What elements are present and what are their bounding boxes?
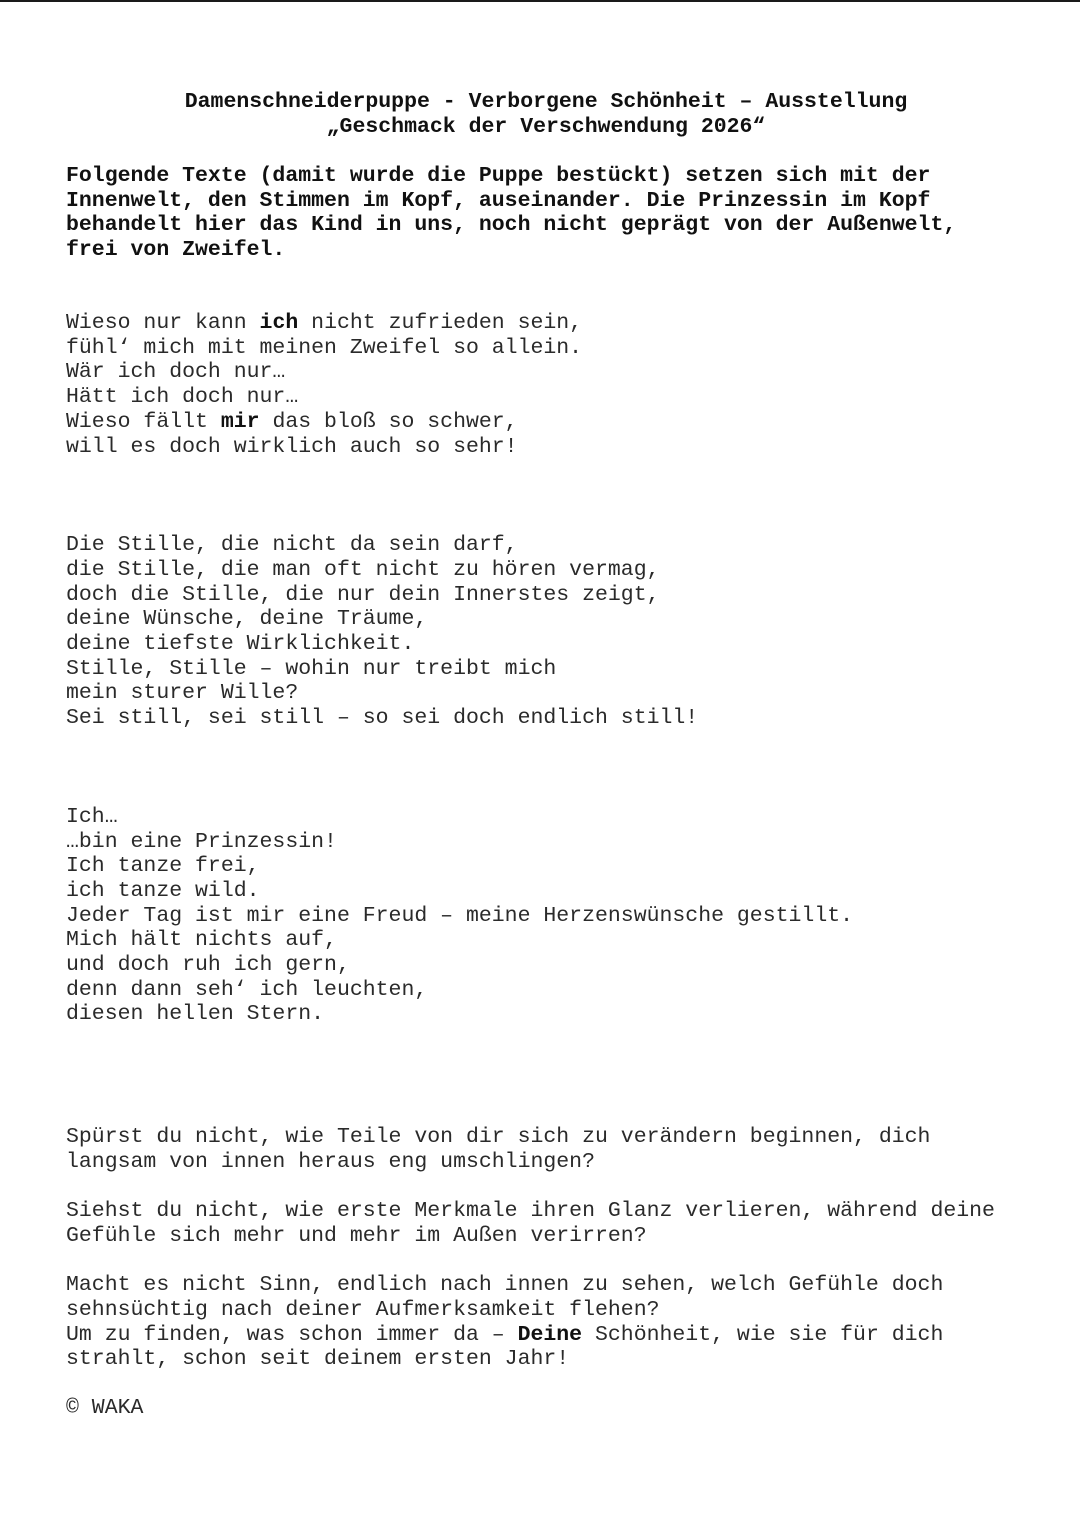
poem-line: …bin eine Prinzessin! [66,829,337,854]
poem-4-paragraph-1 [66,1125,1026,1174]
text-segment: das bloß so schwer, [259,409,518,434]
poem-line: ich tanze wild. [66,878,260,903]
poem-2 [66,533,1026,731]
poem-line: Jeder Tag ist mir eine Freud – meine Herzenswünsche gestillt. [66,903,854,928]
poem-line: Gefühle sich mehr und mehr im Außen verirren? [66,1223,647,1248]
document-title [66,90,1026,140]
poem-line: Ich… [66,804,118,829]
poem-line: Ich tanze frei, [66,854,260,879]
poem-line [66,1323,1026,1348]
poem-line: die Stille, die man oft nicht zu hören vermag, [66,557,660,582]
poem-line: Spürst du nicht, wie Teile von dir sich zu verändern beginnen, dich [66,1125,931,1150]
intro-line: behandelt hier das Kind in uns, noch nicht geprägt von der Außenwelt, [66,213,957,237]
poem-line: doch die Stille, die nur dein Innerstes zeigt, [66,582,660,607]
title-line-1: Damenschneiderpuppe - Verborgene Schönheit – Ausstellung [184,90,908,114]
poem-4-paragraph-2 [66,1199,1026,1248]
poem-line: Stille, Stille – wohin nur treibt mich [66,656,557,681]
text-segment: Wieso fällt [66,409,221,434]
title-line-2: „Geschmack der Verschwendung 2026“ [326,115,766,139]
poem-line: langsam von innen heraus eng umschlingen? [66,1149,595,1174]
text-segment: Schönheit, wie sie für dich [582,1322,944,1347]
bold-word: Deine [517,1322,583,1347]
bold-word: mir [220,409,260,434]
document-page [66,90,1026,1421]
poem-line: Sei still, sei still – so sei doch endlich still! [66,706,699,731]
text-segment: Wieso nur kann [66,311,260,335]
poem-line: Die Stille, die nicht da sein darf, [66,533,518,558]
poem-line: fühl‘ mich mit meinen Zweifel so allein. [66,335,583,360]
bold-word: ich [259,311,299,335]
intro-line: frei von Zweifel. [66,237,286,262]
poem-4 [66,1125,1026,1372]
intro-line: Folgende Texte (damit wurde die Puppe bestückt) setzen sich mit der [66,164,931,188]
poem-line: Hätt ich doch nur… [66,385,299,410]
copyright-notice: © WAKA [66,1396,144,1421]
poem-line: strahlt, schon seit deinem ersten Jahr! [66,1347,570,1372]
poem-4-paragraph-3 [66,1273,1026,1372]
poem-line: und doch ruh ich gern, [66,953,350,978]
poem-line [66,311,1026,336]
intro-line: Innenwelt, den Stimmen im Kopf, auseinander. Die Prinzessin im Kopf [66,188,931,213]
poem-3 [66,805,1026,1027]
poem-line: mein sturer Wille? [66,681,299,706]
poem-line: deine Wünsche, deine Träume, [66,607,428,632]
poem-line: Wär ich doch nur… [66,360,286,385]
poem-line [66,410,1026,435]
text-segment: Um zu finden, was schon immer da – [66,1322,518,1347]
text-segment: nicht zufrieden sein, [298,311,583,335]
poem-1 [66,311,1026,459]
poem-line: Siehst du nicht, wie erste Merkmale ihren Glanz verlieren, während deine [66,1199,995,1224]
poem-line: will es doch wirklich auch so sehr! [66,434,518,459]
poem-line: denn dann seh‘ ich leuchten, [66,977,428,1002]
poem-line: sehnsüchtig nach deiner Aufmerksamkeit flehen? [66,1298,660,1323]
top-border [0,0,1080,2]
poem-line: diesen hellen Stern. [66,1002,325,1027]
poem-line: Mich hält nichts auf, [66,928,337,953]
poem-line: Macht es nicht Sinn, endlich nach innen zu sehen, welch Gefühle doch [66,1273,944,1298]
intro-paragraph [66,164,1026,262]
poem-line: deine tiefste Wirklichkeit. [66,632,415,657]
